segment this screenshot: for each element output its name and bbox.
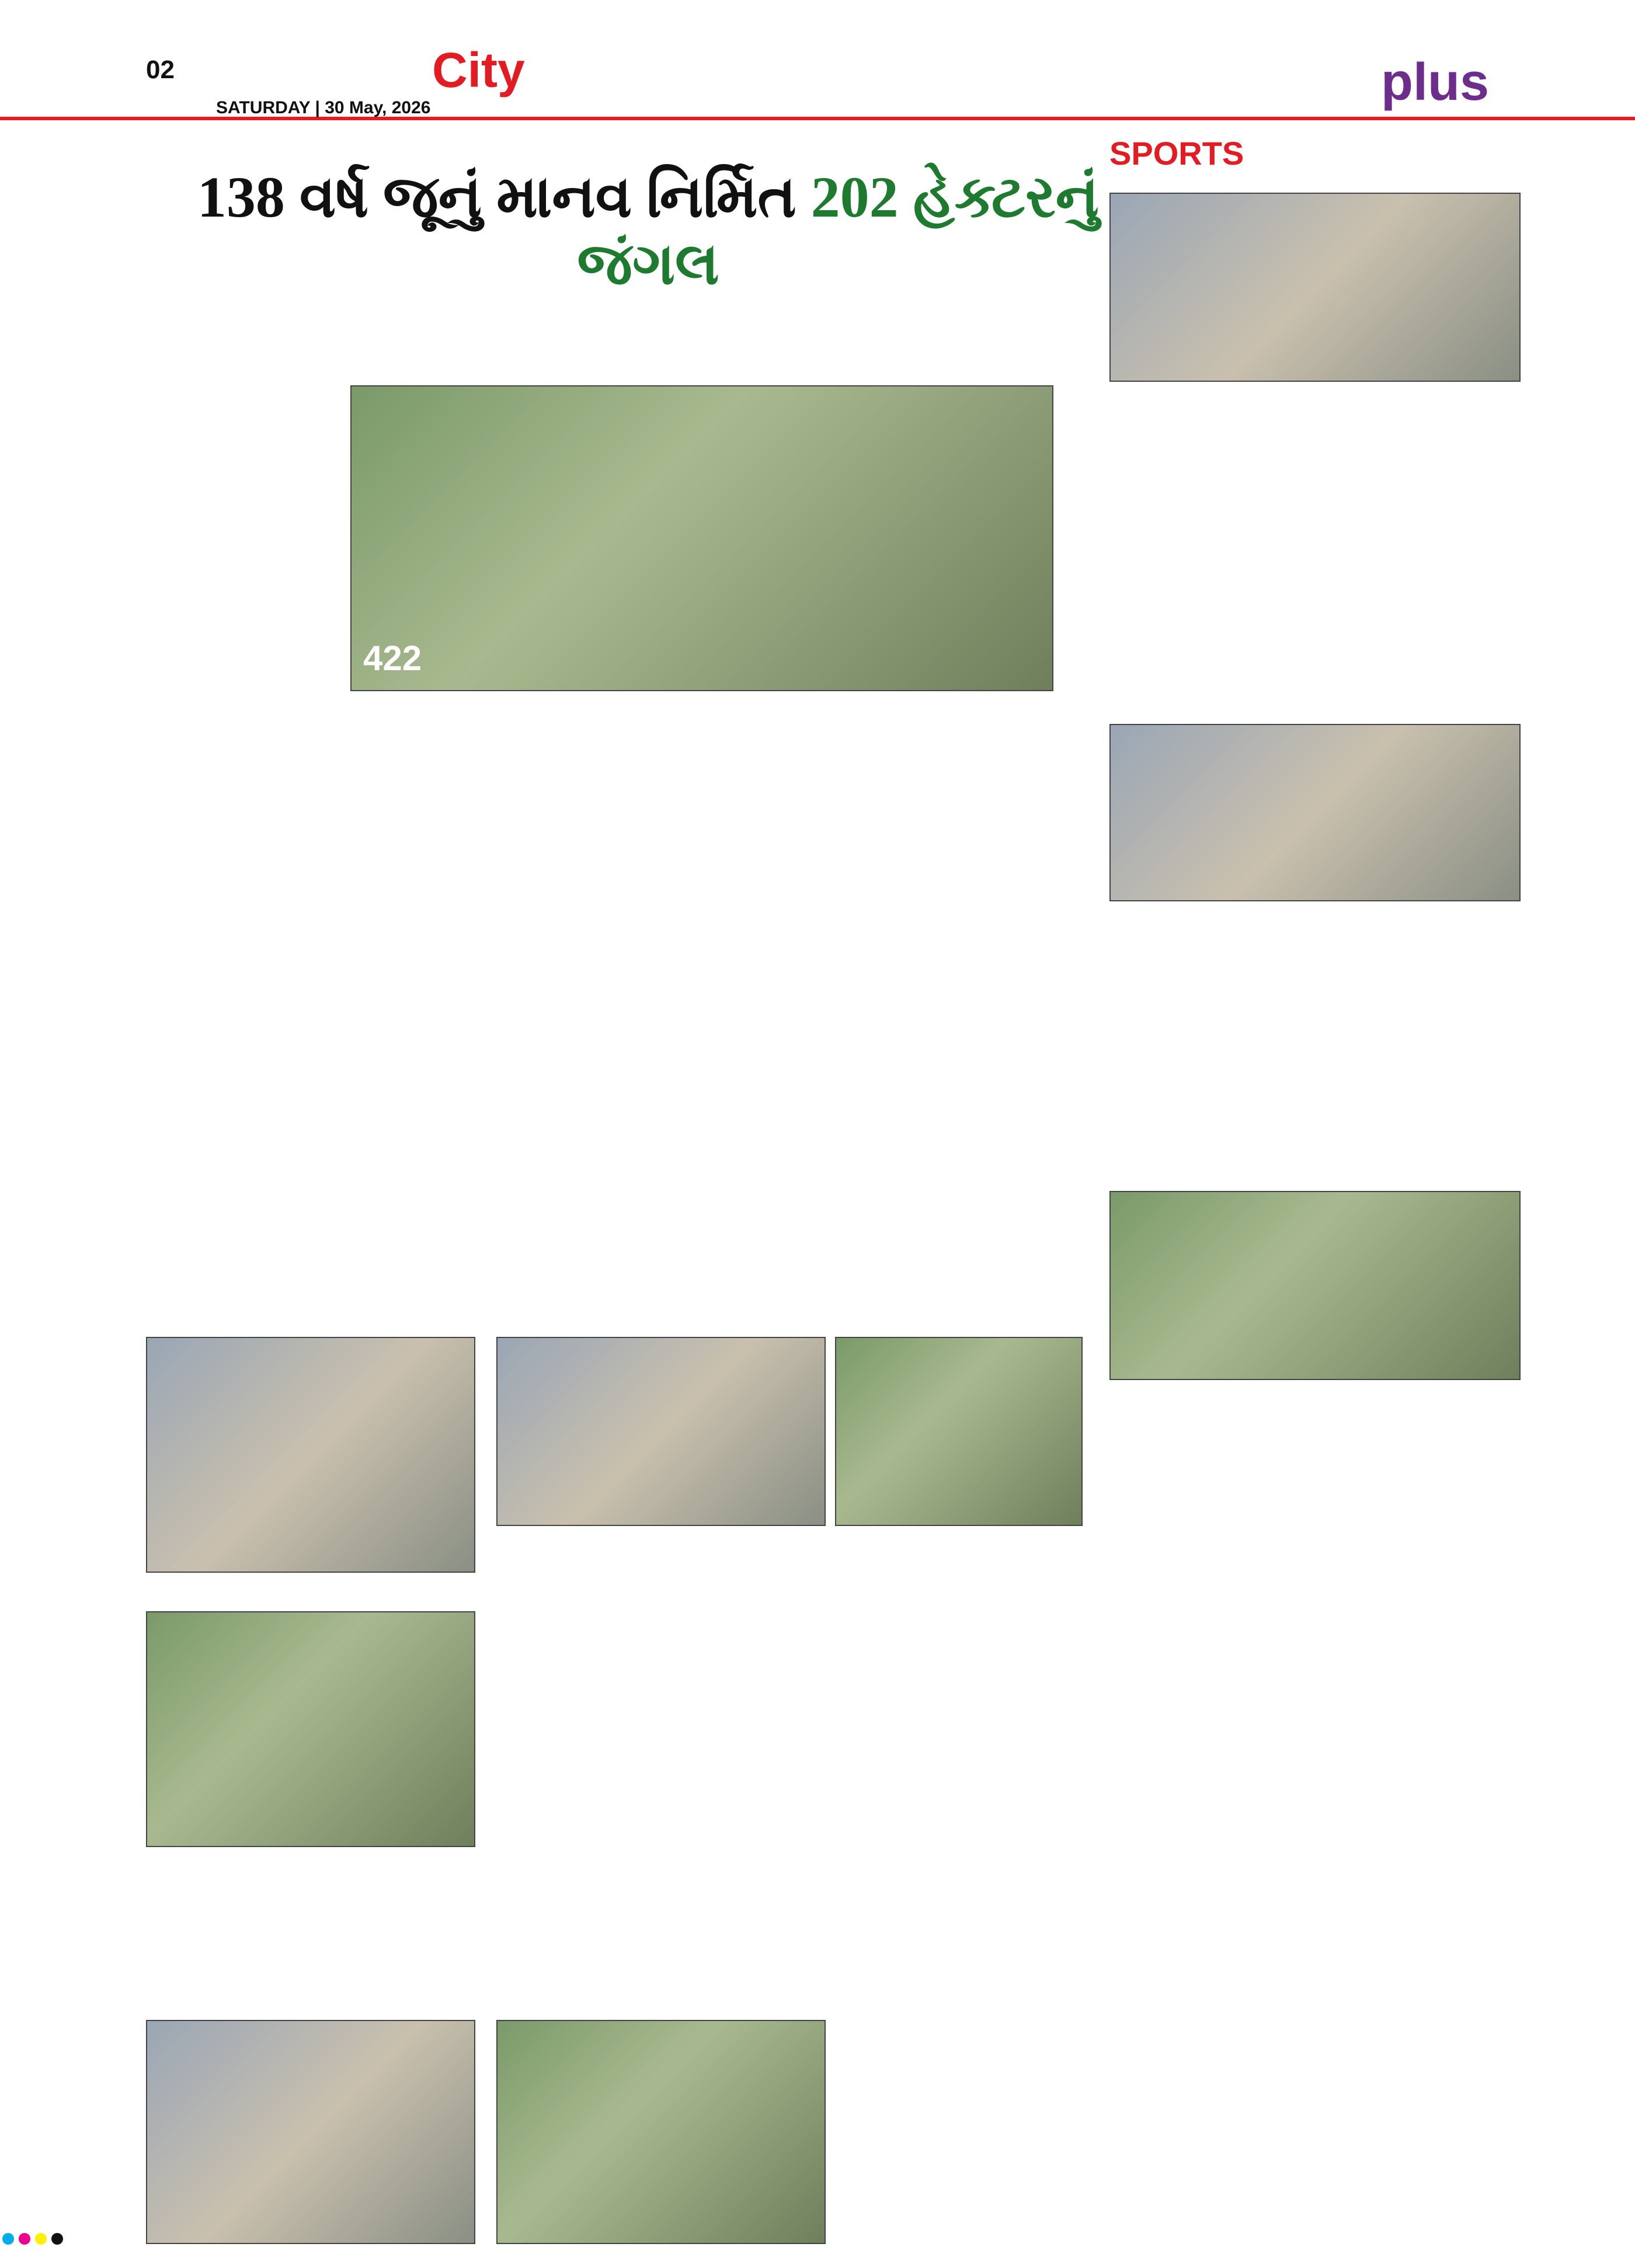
city-label: City — [432, 43, 525, 97]
sports-section-label: SPORTS — [1109, 135, 1244, 172]
temple-photo — [1109, 724, 1521, 901]
cyan-dot — [2, 2233, 14, 2245]
page-number: 02 — [146, 55, 175, 84]
black-dot — [51, 2233, 63, 2245]
lead-photo — [350, 385, 1053, 691]
footer-color-bar — [0, 2233, 1635, 2268]
mid-photo-2 — [835, 1337, 1083, 1526]
plus-logo: plus — [1380, 53, 1489, 112]
left-photo-1 — [146, 1337, 475, 1573]
bottom-ad — [146, 2020, 475, 2244]
sports-group-photo — [1109, 1191, 1521, 1380]
dateline: SATURDAY | 30 May, 2026 — [216, 98, 431, 117]
bottom-promo — [496, 2020, 826, 2244]
lead-headline: 138 વર્ષ જૂનું માનવ નિર્મિત 202 હેક્ટરનું જંગલ — [197, 165, 1100, 297]
lead-photo-caption: 422 — [363, 639, 422, 678]
left-photo-2 — [146, 1611, 475, 1847]
yellow-dot — [35, 2233, 47, 2245]
sports-photo — [1109, 193, 1521, 382]
mid-photo-1 — [496, 1337, 826, 1526]
magenta-dot — [19, 2233, 30, 2245]
